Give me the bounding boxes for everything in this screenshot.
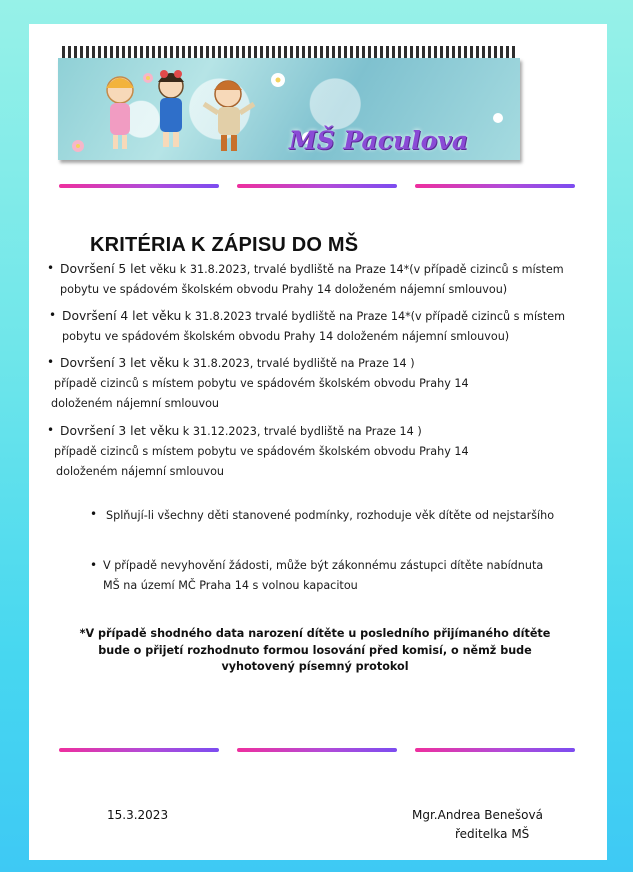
signature-role: ředitelka MŠ bbox=[455, 827, 530, 841]
document-date: 15.3.2023 bbox=[107, 808, 169, 822]
criterion-text: k 31.8.2023, trvalé bydliště na Praze 14 ) bbox=[179, 357, 415, 370]
criterion-text-continued: případě cizinců s místem pobytu ve spádovém školském obvodu Prahy 14 bbox=[54, 377, 469, 390]
criterion-text-continued: pobytu ve spádovém školském obvodu Prahy 14 doloženém nájemní smlouvou) bbox=[62, 330, 510, 343]
bullet-icon: • bbox=[90, 507, 98, 521]
divider-top-2 bbox=[237, 184, 397, 188]
criterion-text: věku k 31.8.2023, trvalé bydliště na Praze 14*(v případě cizinců s místem bbox=[145, 263, 564, 276]
bullet-icon: • bbox=[47, 261, 55, 275]
criterion-text: k 31.12.2023, trvalé bydliště na Praze 14 ) bbox=[179, 425, 422, 438]
criterion-item-3 bbox=[51, 353, 469, 414]
divider-top-1 bbox=[59, 184, 219, 188]
bullet-icon: • bbox=[47, 355, 55, 369]
criterion-emphasis: Dovršení 4 let věku bbox=[62, 309, 182, 323]
lottery-note bbox=[66, 626, 564, 676]
rule-item-2 bbox=[103, 556, 543, 596]
signature-name: Mgr.Andrea Benešová bbox=[412, 808, 543, 822]
criterion-emphasis: Dovršení 3 let věku bbox=[60, 424, 180, 438]
divider-bottom-3 bbox=[415, 748, 575, 752]
banner-illustration bbox=[58, 58, 520, 160]
school-banner bbox=[58, 46, 523, 176]
divider-bottom-2 bbox=[237, 748, 397, 752]
criterion-text-continued: doloženém nájemní smlouvou bbox=[51, 397, 219, 410]
bullet-icon: • bbox=[49, 308, 57, 322]
criterion-emphasis: Dovršení 3 let věku bbox=[60, 356, 180, 370]
bullet-icon: • bbox=[47, 423, 55, 437]
rule-text: V případě nevyhovění žádosti, může být zákonnému zástupci dítěte nabídnuta bbox=[103, 559, 544, 572]
page-title: KRITÉRIA K ZÁPISU DO MŠ bbox=[90, 234, 359, 256]
criterion-text: k 31.8.2023 trvalé bydliště na Praze 14*(v případě cizinců s místem bbox=[181, 310, 566, 323]
rule-text-continued: MŠ na území MČ Praha 14 s volnou kapacitou bbox=[103, 579, 358, 592]
rule-text: Splňují-li všechny děti stanovené podmínky, rozhoduje věk dítěte od nejstaršího bbox=[106, 509, 555, 522]
criterion-item-2 bbox=[62, 306, 565, 347]
criterion-item-1 bbox=[60, 259, 564, 300]
criterion-item-4 bbox=[54, 421, 469, 482]
bullet-icon: • bbox=[90, 558, 98, 572]
note-line: vyhotovený písemný protokol bbox=[221, 660, 409, 673]
divider-top-3 bbox=[415, 184, 575, 188]
banner-school-name: MŠ Paculova bbox=[289, 126, 469, 155]
criterion-text-continued: pobytu ve spádovém školském obvodu Prahy 14 doloženém nájemní smlouvou) bbox=[60, 283, 508, 296]
criterion-text-continued: případě cizinců s místem pobytu ve spádovém školském obvodu Prahy 14 bbox=[54, 445, 469, 458]
note-line: *V případě shodného data narození dítěte u posledního přijímaného dítěte bbox=[79, 627, 551, 640]
divider-bottom-1 bbox=[59, 748, 219, 752]
criterion-emphasis: Dovršení 5 let bbox=[60, 262, 146, 276]
note-line: bude o přijetí rozhodnuto formou losování před komisí, o němž bude bbox=[98, 643, 532, 657]
rule-item-1 bbox=[106, 506, 554, 526]
criterion-text-continued: doloženém nájemní smlouvou bbox=[56, 465, 224, 478]
